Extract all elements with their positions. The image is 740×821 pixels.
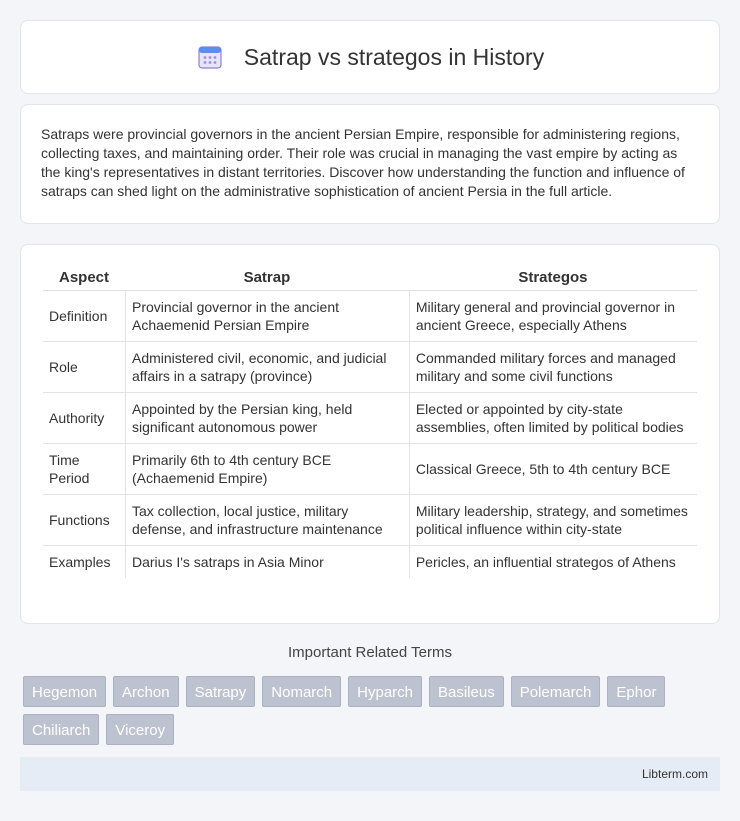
comparison-table	[43, 265, 697, 578]
related-term-tag[interactable]: Satrapy	[186, 676, 256, 707]
comparison-card	[20, 244, 720, 624]
table-row	[43, 291, 697, 342]
calendar-icon	[196, 43, 224, 71]
row-aspect: Definition	[43, 291, 125, 342]
related-term-tag[interactable]: Chiliarch	[23, 714, 99, 745]
row-aspect: Role	[43, 342, 125, 393]
row-strategos: Commanded military forces and managed military and some civil functions	[409, 342, 697, 393]
row-strategos: Military general and provincial governor in ancient Greece, especially Athens	[409, 291, 697, 342]
row-strategos: Classical Greece, 5th to 4th century BCE	[409, 444, 697, 495]
footer	[20, 757, 720, 791]
row-satrap: Appointed by the Persian king, held significant autonomous power	[125, 393, 409, 444]
related-term-tag[interactable]: Nomarch	[262, 676, 341, 707]
table-row	[43, 444, 697, 495]
related-terms-title: Important Related Terms	[288, 644, 452, 661]
row-satrap: Provincial governor in the ancient Achaemenid Persian Empire	[125, 291, 409, 342]
header-satrap: Satrap	[125, 265, 409, 291]
header-strategos: Strategos	[409, 265, 697, 291]
related-terms-list	[23, 676, 723, 745]
row-satrap: Darius I's satraps in Asia Minor	[125, 546, 409, 578]
row-aspect: Time Period	[43, 444, 125, 495]
intro-card	[20, 104, 720, 224]
footer-brand[interactable]: Libterm.com	[641, 767, 708, 781]
row-strategos: Elected or appointed by city-state assemblies, often limited by political bodies	[409, 393, 697, 444]
row-satrap: Administered civil, economic, and judicial affairs in a satrapy (province)	[125, 342, 409, 393]
row-satrap: Tax collection, local justice, military defense, and infrastructure maintenance	[125, 495, 409, 546]
related-term-tag[interactable]: Archon	[113, 676, 179, 707]
table-row	[43, 342, 697, 393]
related-term-tag[interactable]: Ephor	[607, 676, 665, 707]
table-row	[43, 495, 697, 546]
page-title: Satrap vs strategos in History	[243, 43, 545, 70]
header-aspect: Aspect	[43, 265, 125, 291]
row-strategos: Pericles, an influential strategos of Athens	[409, 546, 697, 578]
table-row	[43, 546, 697, 578]
intro-text: Satraps were provincial governors in the ancient Persian Empire, responsible for administering regions, collecting taxes, and maintaining order. Their role was crucial in managing the vast empire by acting as the king's representatives in distant territories. Discover how understanding the function and influence of satraps can shed light on the administrative sophistication of ancient Persia in the full article.	[41, 126, 685, 199]
table-row	[43, 393, 697, 444]
related-term-tag[interactable]: Basileus	[429, 676, 504, 707]
title-card	[20, 20, 720, 94]
related-term-tag[interactable]: Viceroy	[106, 714, 174, 745]
row-aspect: Authority	[43, 393, 125, 444]
related-term-tag[interactable]: Hyparch	[348, 676, 422, 707]
row-satrap: Primarily 6th to 4th century BCE (Achaemenid Empire)	[125, 444, 409, 495]
row-aspect: Functions	[43, 495, 125, 546]
row-strategos: Military leadership, strategy, and sometimes political influence within city-state	[409, 495, 697, 546]
row-aspect: Examples	[49, 554, 111, 570]
related-term-tag[interactable]: Polemarch	[511, 676, 601, 707]
related-term-tag[interactable]: Hegemon	[23, 676, 106, 707]
table-header-row	[43, 265, 697, 291]
